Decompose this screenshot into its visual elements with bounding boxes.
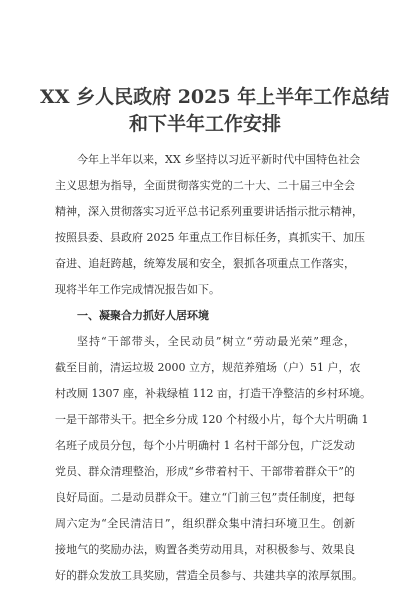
section-heading: 一、凝聚合力抓好人居环境 (77, 309, 209, 322)
section-paragraph-line: 周六定为“全民清洁日”，组织群众集中清扫环境卫生。创新 (55, 517, 355, 530)
section-paragraph-line: 良好局面。二是动员群众干。建立“门前三包”责任制度，把每 (55, 491, 355, 504)
document-title-line-1: XX 乡人民政府 2025 年上半年工作总结 (40, 86, 390, 108)
section-paragraph-line: 截至目前，清运垃圾 2000 立方，规范养殖场（户）51 户，农 (55, 361, 361, 374)
section-paragraph-line: 一是干部带头干。把全乡分成 120 个村级小片，每个大片明确 1 (55, 413, 369, 426)
intro-paragraph-line: 奋进、追赶跨越，统筹发展和安全，狠抓各项重点工作落实， (55, 257, 355, 270)
document-title-line-2: 和下半年工作安排 (128, 113, 281, 135)
section-paragraph-line: 坚持“干部带头，全民动员”树立“劳动最光荣”理念， (77, 335, 355, 348)
intro-paragraph-line: 按照县委、县政府 2025 年重点工作目标任务，真抓实干、加压 (55, 231, 365, 244)
intro-paragraph-line: 现将半年工作完成情况报告如下。 (55, 283, 220, 296)
intro-paragraph-line: 主义思想为指导，全面贯彻落实党的二十大、二十届三中全会 (55, 179, 355, 192)
intro-paragraph-line: 今年上半年以来，XX 乡坚持以习近平新时代中国特色社会 (77, 153, 361, 166)
section-paragraph-line: 名班子成员分包，每个小片明确村 1 名村干部分包，广泛发动 (55, 439, 355, 452)
section-paragraph-line: 好的群众发放工具奖励，营造全员参与、共建共享的浓厚氛围。 (55, 569, 363, 582)
section-paragraph-line: 村改厕 1307 座，补栽绿植 112 亩，打造干净整洁的乡村环境。 (55, 387, 371, 400)
section-paragraph-line: 党员、群众清理整治，形成“乡带着村干、干部带着群众干”的 (55, 465, 355, 478)
intro-paragraph-line: 精神，深入贯彻落实习近平总书记系列重要讲话指示批示精神， (55, 205, 363, 218)
section-paragraph-line: 接地气的奖励办法，购置各类劳动用具，对积极参与、效果良 (55, 543, 355, 556)
